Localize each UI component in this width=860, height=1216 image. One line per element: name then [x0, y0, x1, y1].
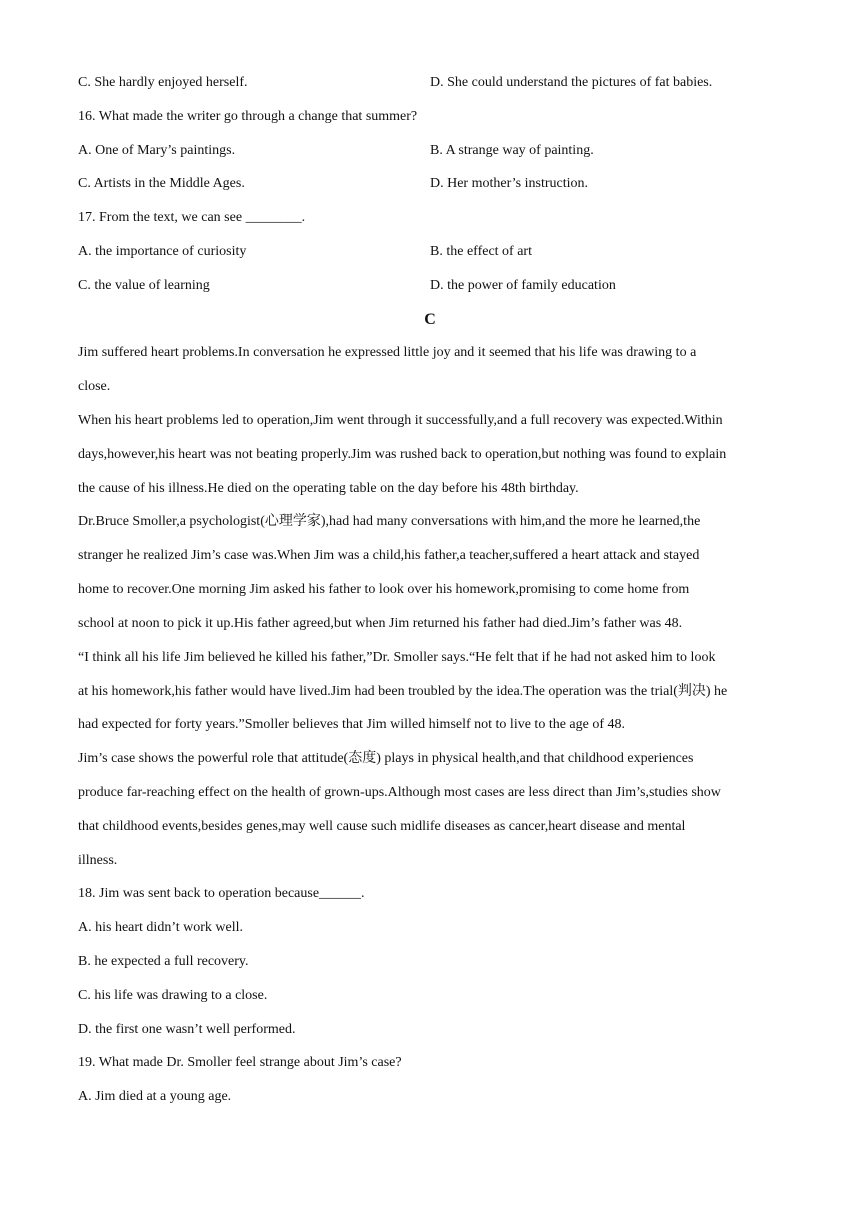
- passage-line: produce far-reaching effect on the health of grown-ups.Although most cases are less direct than Jim’s,studies show: [78, 785, 721, 800]
- passage-line: at his homework,his father would have lived.Jim had been troubled by the idea.The operation was the trial(判决) he: [78, 684, 728, 699]
- q16-option-a: A. One of Mary’s paintings.: [78, 143, 236, 158]
- passage-line: close.: [78, 379, 111, 394]
- passage-line: “I think all his life Jim believed he killed his father,”Dr. Smoller says.“He felt that if he had not asked him to look: [78, 650, 716, 665]
- passage-line: school at noon to pick it up.His father agreed,but when Jim returned his father had died.Jim’s father was 48.: [78, 616, 683, 631]
- q17-option-d: D. the power of family education: [430, 278, 616, 293]
- section-heading: C: [424, 311, 436, 328]
- passage-line: that childhood events,besides genes,may well cause such midlife diseases as cancer,heart disease and mental: [78, 819, 686, 834]
- q17-option-a: A. the importance of curiosity: [78, 244, 247, 259]
- q19-stem: 19. What made Dr. Smoller feel strange about Jim’s case?: [78, 1055, 402, 1070]
- q16-option-c: C. Artists in the Middle Ages.: [78, 176, 245, 191]
- q19-option-a: A. Jim died at a young age.: [78, 1089, 232, 1104]
- q18-option-b: B. he expected a full recovery.: [78, 954, 249, 969]
- q17-option-b: B. the effect of art: [430, 244, 532, 259]
- passage-line: the cause of his illness.He died on the operating table on the day before his 48th birthday.: [78, 481, 579, 496]
- q16-option-b: B. A strange way of painting.: [430, 143, 594, 158]
- passage-line: had expected for forty years.”Smoller believes that Jim willed himself not to live to the age of 48.: [78, 717, 626, 732]
- passage-line: Jim suffered heart problems.In conversation he expressed little joy and it seemed that his life was drawing to a: [78, 345, 697, 360]
- passage-line: Dr.Bruce Smoller,a psychologist(心理学家),had had many conversations with him,and the more he learned,the: [78, 514, 701, 529]
- q18-option-d: D. the first one wasn’t well performed.: [78, 1022, 296, 1037]
- q17-stem: 17. From the text, we can see ________.: [78, 210, 306, 225]
- passage-line: When his heart problems led to operation,Jim went through it successfully,and a full recovery was expected.Within: [78, 413, 723, 428]
- q16-option-d: D. Her mother’s instruction.: [430, 176, 588, 191]
- passage-line: stranger he realized Jim’s case was.When Jim was a child,his father,a teacher,suffered a heart attack and stayed: [78, 548, 700, 563]
- passage-line: illness.: [78, 853, 118, 868]
- q17-option-c: C. the value of learning: [78, 278, 210, 293]
- q18-stem: 18. Jim was sent back to operation because______.: [78, 886, 365, 901]
- q18-option-a: A. his heart didn’t work well.: [78, 920, 243, 935]
- q16-stem: 16. What made the writer go through a change that summer?: [78, 109, 418, 124]
- passage-line: home to recover.One morning Jim asked his father to look over his homework,promising to come home from: [78, 582, 690, 597]
- q15-option-c: C. She hardly enjoyed herself.: [78, 75, 248, 90]
- q15-option-d: D. She could understand the pictures of fat babies.: [430, 75, 713, 90]
- q18-option-c: C. his life was drawing to a close.: [78, 988, 268, 1003]
- passage-line: days,however,his heart was not beating properly.Jim was rushed back to operation,but nothing was found to explain: [78, 447, 727, 462]
- passage-line: Jim’s case shows the powerful role that attitude(态度) plays in physical health,and that childhood experiences: [78, 751, 694, 766]
